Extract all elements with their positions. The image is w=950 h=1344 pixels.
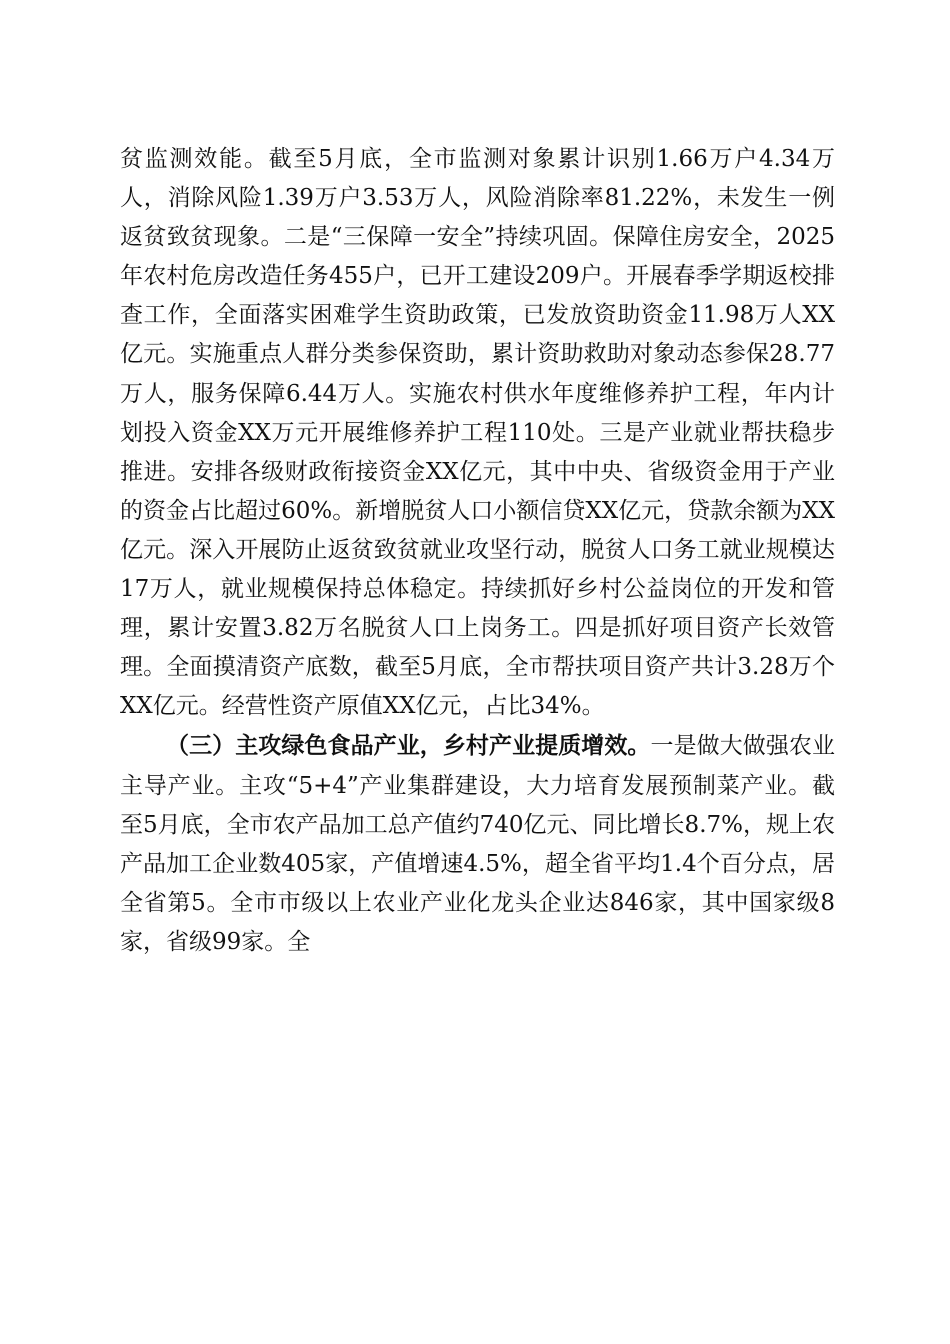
paragraph-poverty-monitoring: 贫监测效能。截至5月底，全市监测对象累计识别1.66万户4.34万人，消除风险1.39万户3.53万人，风险消除率81.22%，未发生一例返贫致贫现象。二是“三保障一安全”持续巩固。保障住房安全，2025年农村危房改造任务455户，已开工建设209户。开展春季学期返校排查工作，全面落实困难学生资助政策，已发放资助资金11.98万人XX亿元。实施重点人群分类参保资助，累计资助救助对象动态参保28.77万人，服务保障6.44万人。实施农村供水年度维修养护工程，年内计划投入资金XX万元开展维修养护工程110处。三是产业就业帮扶稳步推进。安排各级财政衔接资金XX亿元，其中中央、省级资金用于产业的资金占比超过60%。新增脱贫人口小额信贷XX亿元，贷款余额为XX亿元。深入开展防止返贫致贫就业攻坚行动，脱贫人口务工就业规模达17万人，就业规模保持总体稳定。持续抓好乡村公益岗位的开发和管理，累计安置3.82万名脱贫人口上岗务工。四是抓好项目资产长效管理。全面摸清资产底数，截至5月底，全市帮扶项目资产共计3.28万个XX亿元。经营性资产原值XX亿元，占比34%。 [120, 146, 835, 720]
paragraph-green-food-industry [120, 726, 835, 962]
paragraph-green-food-body: 一是做大做强农业主导产业。主攻“5+4”产业集群建设，大力培育发展预制菜产业。截至5月底，全市农产品加工总产值约740亿元、同比增长8.7%，规上农产品加工企业数405家，产值增速4.5%，超全省平均1.4个百分点，居全省第5。全市市级以上农业产业化龙头企业达846家，其中国家级8家，省级99家。全 [120, 733, 836, 955]
section-heading-three: （三）主攻绿色食品产业，乡村产业提质增效。 [166, 732, 651, 760]
document-body [120, 140, 835, 962]
